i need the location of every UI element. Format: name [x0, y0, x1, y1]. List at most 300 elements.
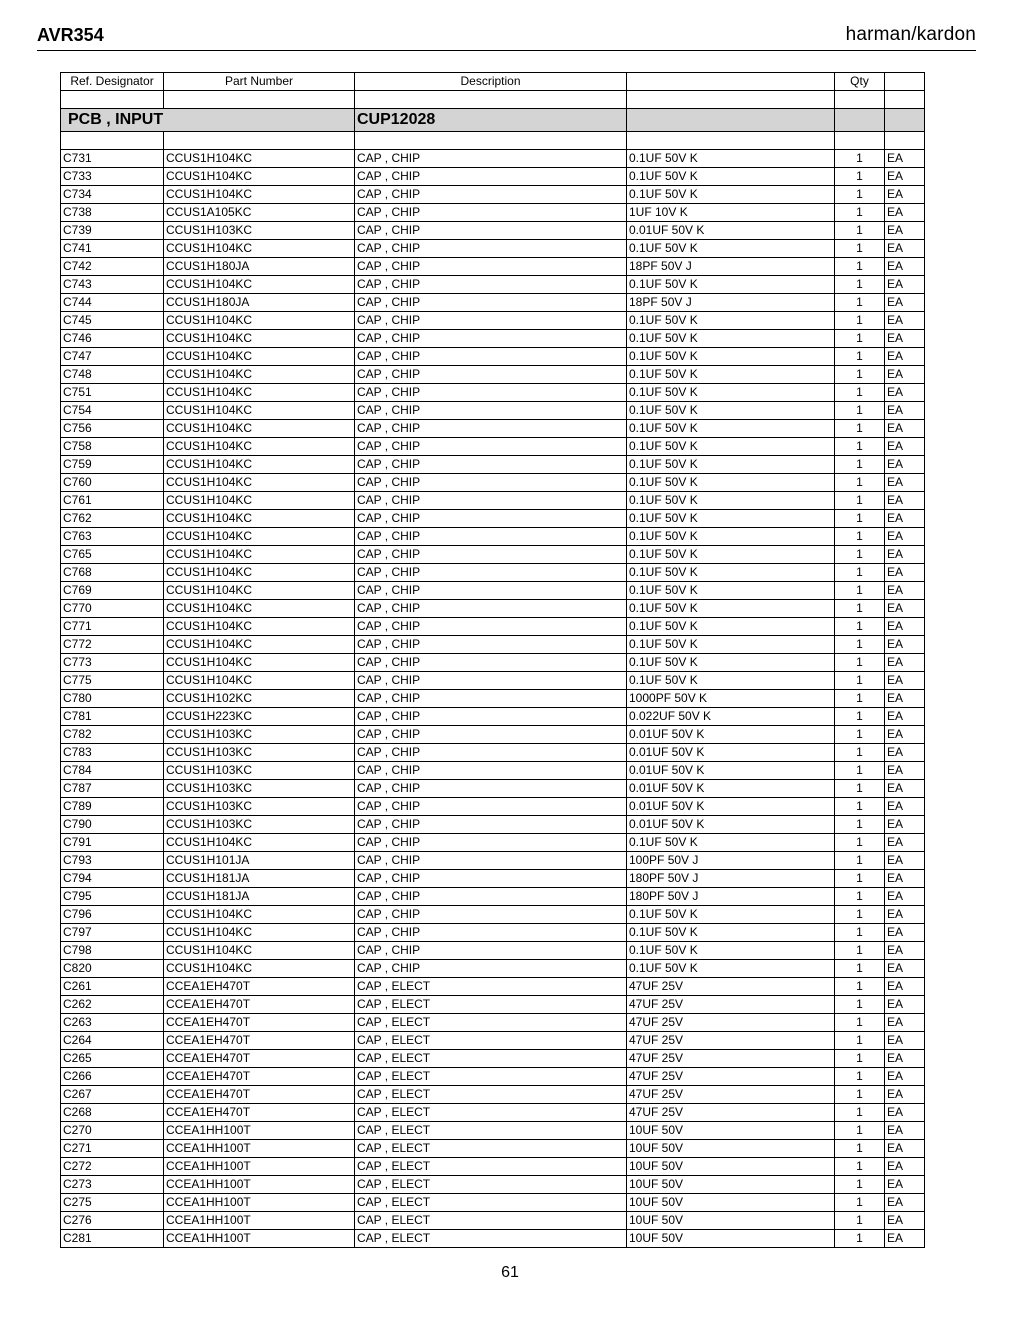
description-cell: CAP , CHIP — [355, 366, 627, 384]
table-row — [61, 1176, 925, 1194]
value-cell: 100PF 50V J — [627, 852, 835, 870]
unit-cell: EA — [885, 906, 925, 924]
description-cell: CAP , CHIP — [355, 240, 627, 258]
ref-designator-cell: C739 — [61, 222, 164, 240]
description-cell: CAP , CHIP — [355, 186, 627, 204]
description-cell: CAP , CHIP — [355, 852, 627, 870]
value-cell: 180PF 50V J — [627, 888, 835, 906]
unit-cell: EA — [885, 366, 925, 384]
qty-cell: 1 — [835, 672, 885, 690]
ref-designator-cell: C733 — [61, 168, 164, 186]
table-row — [61, 258, 925, 276]
unit-cell: EA — [885, 942, 925, 960]
part-number-cell: CCEA1EH470T — [164, 1032, 355, 1050]
unit-cell: EA — [885, 276, 925, 294]
part-number-cell: CCUS1H103KC — [164, 798, 355, 816]
qty-cell: 1 — [835, 1212, 885, 1230]
qty-cell: 1 — [835, 1158, 885, 1176]
table-row — [61, 924, 925, 942]
brand-logo: harman/kardon — [845, 24, 976, 45]
description-cell: CAP , CHIP — [355, 384, 627, 402]
unit-cell: EA — [885, 420, 925, 438]
qty-cell: 1 — [835, 834, 885, 852]
qty-cell: 1 — [835, 636, 885, 654]
ref-designator-cell: C797 — [61, 924, 164, 942]
value-cell: 0.1UF 50V K — [627, 834, 835, 852]
part-number-cell: CCUS1H104KC — [164, 330, 355, 348]
qty-cell: 1 — [835, 798, 885, 816]
description-cell: CAP , CHIP — [355, 942, 627, 960]
value-cell: 0.01UF 50V K — [627, 762, 835, 780]
description-cell: CAP , ELECT — [355, 1104, 627, 1122]
document-model-title: AVR354 — [37, 25, 104, 45]
value-cell: 0.1UF 50V K — [627, 474, 835, 492]
column-header-unit — [885, 73, 925, 91]
value-cell: 0.01UF 50V K — [627, 798, 835, 816]
table-row — [61, 168, 925, 186]
unit-cell: EA — [885, 1104, 925, 1122]
unit-cell: EA — [885, 708, 925, 726]
value-cell: 0.1UF 50V K — [627, 150, 835, 168]
description-cell: CAP , ELECT — [355, 1086, 627, 1104]
table-row — [61, 312, 925, 330]
table-row — [61, 870, 925, 888]
qty-cell: 1 — [835, 222, 885, 240]
ref-designator-cell: C772 — [61, 636, 164, 654]
table-row — [61, 186, 925, 204]
unit-cell: EA — [885, 636, 925, 654]
qty-cell: 1 — [835, 618, 885, 636]
qty-cell: 1 — [835, 1194, 885, 1212]
description-cell: CAP , ELECT — [355, 1230, 627, 1248]
description-cell: CAP , CHIP — [355, 204, 627, 222]
unit-cell: EA — [885, 546, 925, 564]
value-cell: 0.1UF 50V K — [627, 402, 835, 420]
value-cell: 47UF 25V — [627, 1032, 835, 1050]
qty-cell: 1 — [835, 1104, 885, 1122]
description-cell: CAP , CHIP — [355, 294, 627, 312]
description-cell: CAP , ELECT — [355, 1194, 627, 1212]
part-number-cell: CCUS1H104KC — [164, 312, 355, 330]
qty-cell: 1 — [835, 582, 885, 600]
ref-designator-cell: C783 — [61, 744, 164, 762]
value-cell: 0.1UF 50V K — [627, 942, 835, 960]
value-cell: 1000PF 50V K — [627, 690, 835, 708]
table-row — [61, 996, 925, 1014]
description-cell: CAP , CHIP — [355, 546, 627, 564]
unit-cell: EA — [885, 870, 925, 888]
part-number-cell: CCUS1H180JA — [164, 258, 355, 276]
section-part-number: CUP12028 — [355, 109, 627, 132]
qty-cell: 1 — [835, 474, 885, 492]
qty-cell: 1 — [835, 942, 885, 960]
column-header-part-number: Part Number — [164, 73, 355, 91]
value-cell: 0.1UF 50V K — [627, 438, 835, 456]
section-header-row — [61, 109, 925, 132]
qty-cell: 1 — [835, 924, 885, 942]
description-cell: CAP , CHIP — [355, 870, 627, 888]
description-cell: CAP , CHIP — [355, 600, 627, 618]
description-cell: CAP , CHIP — [355, 402, 627, 420]
qty-cell: 1 — [835, 906, 885, 924]
page-number: 61 — [501, 1264, 519, 1281]
part-number-cell: CCEA1HH100T — [164, 1230, 355, 1248]
value-cell: 10UF 50V — [627, 1230, 835, 1248]
part-number-cell: CCEA1EH470T — [164, 1104, 355, 1122]
ref-designator-cell: C798 — [61, 942, 164, 960]
part-number-cell: CCUS1H104KC — [164, 510, 355, 528]
ref-designator-cell: C281 — [61, 1230, 164, 1248]
unit-cell: EA — [885, 762, 925, 780]
ref-designator-cell: C748 — [61, 366, 164, 384]
part-number-cell: CCEA1HH100T — [164, 1176, 355, 1194]
part-number-cell: CCUS1H104KC — [164, 942, 355, 960]
description-cell: CAP , CHIP — [355, 780, 627, 798]
value-cell: 10UF 50V — [627, 1158, 835, 1176]
part-number-cell: CCUS1H104KC — [164, 924, 355, 942]
table-row — [61, 618, 925, 636]
part-number-cell: CCUS1H104KC — [164, 906, 355, 924]
unit-cell: EA — [885, 618, 925, 636]
part-number-cell: CCUS1H104KC — [164, 672, 355, 690]
value-cell: 18PF 50V J — [627, 258, 835, 276]
description-cell: CAP , CHIP — [355, 456, 627, 474]
value-cell: 0.1UF 50V K — [627, 312, 835, 330]
part-number-cell: CCUS1H104KC — [164, 546, 355, 564]
description-cell: CAP , CHIP — [355, 150, 627, 168]
value-cell: 0.1UF 50V K — [627, 672, 835, 690]
unit-cell: EA — [885, 564, 925, 582]
qty-cell: 1 — [835, 996, 885, 1014]
table-row — [61, 528, 925, 546]
ref-designator-cell: C762 — [61, 510, 164, 528]
column-header-ref: Ref. Designator — [61, 73, 164, 91]
unit-cell: EA — [885, 258, 925, 276]
table-row — [61, 906, 925, 924]
unit-cell: EA — [885, 240, 925, 258]
value-cell: 0.1UF 50V K — [627, 906, 835, 924]
value-cell: 0.1UF 50V K — [627, 366, 835, 384]
table-row — [61, 888, 925, 906]
unit-cell: EA — [885, 1140, 925, 1158]
value-cell: 0.1UF 50V K — [627, 546, 835, 564]
column-header-description: Description — [355, 73, 627, 91]
description-cell: CAP , CHIP — [355, 798, 627, 816]
part-number-cell: CCUS1H104KC — [164, 960, 355, 978]
ref-designator-cell: C263 — [61, 1014, 164, 1032]
unit-cell: EA — [885, 294, 925, 312]
part-number-cell: CCUS1H181JA — [164, 870, 355, 888]
qty-cell: 1 — [835, 744, 885, 762]
description-cell: CAP , CHIP — [355, 312, 627, 330]
value-cell: 0.1UF 50V K — [627, 924, 835, 942]
unit-cell: EA — [885, 654, 925, 672]
qty-cell: 1 — [835, 1230, 885, 1248]
unit-cell: EA — [885, 996, 925, 1014]
ref-designator-cell: C756 — [61, 420, 164, 438]
part-number-cell: CCUS1H104KC — [164, 366, 355, 384]
description-cell: CAP , ELECT — [355, 978, 627, 996]
unit-cell: EA — [885, 672, 925, 690]
unit-cell: EA — [885, 456, 925, 474]
ref-designator-cell: C267 — [61, 1086, 164, 1104]
description-cell: CAP , CHIP — [355, 438, 627, 456]
ref-designator-cell: C262 — [61, 996, 164, 1014]
unit-cell: EA — [885, 888, 925, 906]
column-header-qty: Qty — [835, 73, 885, 91]
value-cell: 0.1UF 50V K — [627, 348, 835, 366]
part-number-cell: CCUS1H104KC — [164, 636, 355, 654]
qty-cell: 1 — [835, 456, 885, 474]
qty-cell: 1 — [835, 366, 885, 384]
unit-cell: EA — [885, 726, 925, 744]
value-cell: 47UF 25V — [627, 1014, 835, 1032]
table-row — [61, 546, 925, 564]
table-row — [61, 420, 925, 438]
table-row — [61, 1086, 925, 1104]
table-row — [61, 456, 925, 474]
part-number-cell: CCUS1H104KC — [164, 618, 355, 636]
ref-designator-cell: C745 — [61, 312, 164, 330]
ref-designator-cell: C775 — [61, 672, 164, 690]
table-row — [61, 438, 925, 456]
description-cell: CAP , ELECT — [355, 1014, 627, 1032]
table-row — [61, 1140, 925, 1158]
table-row — [61, 852, 925, 870]
ref-designator-cell: C742 — [61, 258, 164, 276]
unit-cell: EA — [885, 1014, 925, 1032]
unit-cell: EA — [885, 744, 925, 762]
value-cell: 18PF 50V J — [627, 294, 835, 312]
value-cell: 0.01UF 50V K — [627, 744, 835, 762]
table-row — [61, 1212, 925, 1230]
description-cell: CAP , ELECT — [355, 996, 627, 1014]
table-row — [61, 780, 925, 798]
description-cell: CAP , CHIP — [355, 744, 627, 762]
qty-cell: 1 — [835, 1068, 885, 1086]
value-cell: 0.1UF 50V K — [627, 636, 835, 654]
description-cell: CAP , CHIP — [355, 834, 627, 852]
ref-designator-cell: C261 — [61, 978, 164, 996]
value-cell: 0.1UF 50V K — [627, 528, 835, 546]
qty-cell: 1 — [835, 852, 885, 870]
table-row — [61, 726, 925, 744]
value-cell: 47UF 25V — [627, 1050, 835, 1068]
unit-cell: EA — [885, 510, 925, 528]
qty-cell: 1 — [835, 564, 885, 582]
unit-cell: EA — [885, 780, 925, 798]
ref-designator-cell: C751 — [61, 384, 164, 402]
table-row — [61, 204, 925, 222]
ref-designator-cell: C734 — [61, 186, 164, 204]
unit-cell: EA — [885, 1158, 925, 1176]
ref-designator-cell: C754 — [61, 402, 164, 420]
value-cell: 180PF 50V J — [627, 870, 835, 888]
table-row — [61, 1068, 925, 1086]
ref-designator-cell: C796 — [61, 906, 164, 924]
part-number-cell: CCUS1H104KC — [164, 834, 355, 852]
description-cell: CAP , CHIP — [355, 582, 627, 600]
description-cell: CAP , CHIP — [355, 924, 627, 942]
value-cell: 0.1UF 50V K — [627, 240, 835, 258]
unit-cell: EA — [885, 402, 925, 420]
blank-row — [61, 91, 925, 109]
description-cell: CAP , CHIP — [355, 492, 627, 510]
part-number-cell: CCUS1H103KC — [164, 744, 355, 762]
qty-cell: 1 — [835, 726, 885, 744]
description-cell: CAP , ELECT — [355, 1122, 627, 1140]
value-cell: 10UF 50V — [627, 1212, 835, 1230]
qty-cell: 1 — [835, 1176, 885, 1194]
part-number-cell: CCUS1H103KC — [164, 222, 355, 240]
ref-designator-cell: C741 — [61, 240, 164, 258]
unit-cell: EA — [885, 816, 925, 834]
description-cell: CAP , CHIP — [355, 222, 627, 240]
ref-designator-cell: C793 — [61, 852, 164, 870]
ref-designator-cell: C271 — [61, 1140, 164, 1158]
table-row — [61, 600, 925, 618]
part-number-cell: CCUS1H104KC — [164, 654, 355, 672]
header-rule — [37, 50, 976, 51]
ref-designator-cell: C773 — [61, 654, 164, 672]
part-number-cell: CCUS1H103KC — [164, 762, 355, 780]
part-number-cell: CCUS1H104KC — [164, 276, 355, 294]
unit-cell: EA — [885, 978, 925, 996]
table-header-row — [61, 73, 925, 91]
unit-cell: EA — [885, 798, 925, 816]
table-row — [61, 294, 925, 312]
table-row — [61, 816, 925, 834]
description-cell: CAP , CHIP — [355, 618, 627, 636]
part-number-cell: CCEA1EH470T — [164, 1014, 355, 1032]
part-number-cell: CCUS1H104KC — [164, 582, 355, 600]
part-number-cell: CCEA1EH470T — [164, 996, 355, 1014]
unit-cell: EA — [885, 348, 925, 366]
ref-designator-cell: C270 — [61, 1122, 164, 1140]
unit-cell: EA — [885, 150, 925, 168]
unit-cell: EA — [885, 168, 925, 186]
part-number-cell: CCUS1H103KC — [164, 780, 355, 798]
part-number-cell: CCUS1H104KC — [164, 186, 355, 204]
qty-cell: 1 — [835, 1014, 885, 1032]
ref-designator-cell: C272 — [61, 1158, 164, 1176]
value-cell: 0.022UF 50V K — [627, 708, 835, 726]
value-cell: 0.1UF 50V K — [627, 510, 835, 528]
value-cell: 0.1UF 50V K — [627, 456, 835, 474]
part-number-cell: CCUS1H104KC — [164, 474, 355, 492]
qty-cell: 1 — [835, 258, 885, 276]
unit-cell: EA — [885, 582, 925, 600]
part-number-cell: CCUS1H101JA — [164, 852, 355, 870]
qty-cell: 1 — [835, 528, 885, 546]
description-cell: CAP , ELECT — [355, 1068, 627, 1086]
part-number-cell: CCUS1H104KC — [164, 384, 355, 402]
parts-list-table — [60, 72, 925, 1248]
qty-cell: 1 — [835, 294, 885, 312]
ref-designator-cell: C276 — [61, 1212, 164, 1230]
part-number-cell: CCUS1H102KC — [164, 690, 355, 708]
part-number-cell: CCEA1EH470T — [164, 1050, 355, 1068]
part-number-cell: CCEA1EH470T — [164, 1068, 355, 1086]
description-cell: CAP , CHIP — [355, 888, 627, 906]
table-body — [61, 91, 925, 1248]
value-cell: 0.1UF 50V K — [627, 618, 835, 636]
ref-designator-cell: C794 — [61, 870, 164, 888]
value-cell: 10UF 50V — [627, 1122, 835, 1140]
qty-cell: 1 — [835, 978, 885, 996]
description-cell: CAP , CHIP — [355, 276, 627, 294]
part-number-cell: CCUS1H103KC — [164, 816, 355, 834]
value-cell: 0.1UF 50V K — [627, 492, 835, 510]
table-row — [61, 276, 925, 294]
ref-designator-cell: C790 — [61, 816, 164, 834]
ref-designator-cell: C781 — [61, 708, 164, 726]
ref-designator-cell: C746 — [61, 330, 164, 348]
part-number-cell: CCEA1EH470T — [164, 978, 355, 996]
value-cell: 0.1UF 50V K — [627, 168, 835, 186]
table-row — [61, 564, 925, 582]
ref-designator-cell: C743 — [61, 276, 164, 294]
qty-cell: 1 — [835, 708, 885, 726]
table-row — [61, 978, 925, 996]
table-row — [61, 636, 925, 654]
description-cell: CAP , CHIP — [355, 672, 627, 690]
unit-cell: EA — [885, 1230, 925, 1248]
unit-cell: EA — [885, 852, 925, 870]
table-row — [61, 150, 925, 168]
qty-cell: 1 — [835, 330, 885, 348]
description-cell: CAP , CHIP — [355, 762, 627, 780]
table-row — [61, 222, 925, 240]
unit-cell: EA — [885, 1212, 925, 1230]
ref-designator-cell: C784 — [61, 762, 164, 780]
table-row — [61, 1194, 925, 1212]
unit-cell: EA — [885, 204, 925, 222]
table-row — [61, 834, 925, 852]
part-number-cell: CCEA1HH100T — [164, 1158, 355, 1176]
ref-designator-cell: C758 — [61, 438, 164, 456]
value-cell: 0.01UF 50V K — [627, 816, 835, 834]
description-cell: CAP , CHIP — [355, 510, 627, 528]
unit-cell: EA — [885, 1068, 925, 1086]
table-row — [61, 402, 925, 420]
part-number-cell: CCUS1H103KC — [164, 726, 355, 744]
ref-designator-cell: C273 — [61, 1176, 164, 1194]
unit-cell: EA — [885, 384, 925, 402]
part-number-cell: CCUS1H223KC — [164, 708, 355, 726]
qty-cell: 1 — [835, 204, 885, 222]
part-number-cell: CCUS1H104KC — [164, 420, 355, 438]
value-cell: 1UF 10V K — [627, 204, 835, 222]
qty-cell: 1 — [835, 654, 885, 672]
part-number-cell: CCEA1HH100T — [164, 1140, 355, 1158]
part-number-cell: CCUS1H104KC — [164, 492, 355, 510]
ref-designator-cell: C780 — [61, 690, 164, 708]
qty-cell: 1 — [835, 870, 885, 888]
description-cell: CAP , CHIP — [355, 474, 627, 492]
part-number-cell: CCEA1EH470T — [164, 1086, 355, 1104]
ref-designator-cell: C787 — [61, 780, 164, 798]
ref-designator-cell: C731 — [61, 150, 164, 168]
value-cell: 0.01UF 50V K — [627, 222, 835, 240]
table-row — [61, 690, 925, 708]
blank-row — [61, 132, 925, 150]
table-row — [61, 510, 925, 528]
table-row — [61, 1014, 925, 1032]
value-cell: 10UF 50V — [627, 1176, 835, 1194]
table-row — [61, 384, 925, 402]
unit-cell: EA — [885, 1050, 925, 1068]
